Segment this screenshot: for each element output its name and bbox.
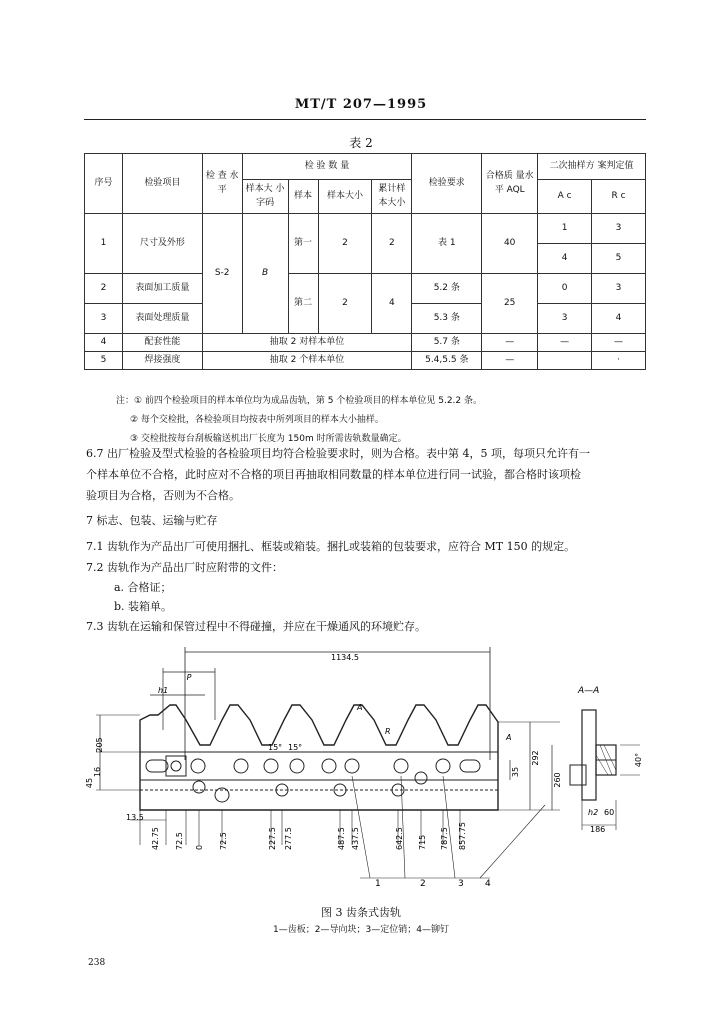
row1-ac2: 4 [538,244,592,274]
table-note-1: 注：① 前四个检验项目的样本单位均为成品齿轨，第 5 个检验项目的样本单位见 5.2.2 条。 [116,396,483,406]
dim-45: 45 [85,777,94,789]
bottom-dim: 72.5 [219,832,228,850]
dim-13-5: 13.5 [126,813,144,822]
dim-16: 16 [93,766,102,778]
row2-item: 表面加工质量 [122,274,202,304]
dim-pitch: P [186,673,192,682]
th-plan: 二次抽样方 案判定值 [538,154,646,180]
sample-second: 第二 [288,274,318,334]
cum-second: 4 [372,274,412,334]
row3-req: 5.3 条 [412,304,482,334]
row4-merged: 抽取 2 对样本单位 [202,334,412,352]
row4-item: 配套性能 [122,334,202,352]
row4-req: 5.7 条 [412,334,482,352]
th-size: 样本大小 [318,180,372,214]
dim-260: 260 [553,772,562,788]
sec-h2: h2 [588,808,599,817]
bottom-dim: 42.75 [151,827,160,850]
para-7-2: 7.2 齿轨作为产品出厂时应附带的文件： [86,561,283,574]
sec-60: 60 [604,808,615,817]
row2-req: 5.2 条 [412,274,482,304]
th-code-letter: 样本大 小字码 [242,180,288,214]
bottom-dim: 437.5 [351,827,360,850]
table-note-2: ② 每个交检批，各检验项目均按表中所列项目的样本大小抽样。 [130,415,384,425]
aql-rows-2-3: 25 [482,274,538,334]
sec-40: 40° [634,752,643,768]
section-7-title: 7 标志、包装、运输与贮存 [86,514,218,527]
callout-1: 1 [375,879,381,889]
section-marker: A [357,703,363,712]
angle-left: 15° [268,743,283,752]
section-title: A—A [578,686,600,696]
row1-seq: 1 [85,214,123,274]
angle-right: 15° [288,743,303,752]
bottom-dim: 715 [418,834,427,850]
bottom-dim: 0 [195,844,204,850]
item-a: a. 合格证； [114,581,172,594]
table-caption: 表 2 [349,136,373,150]
shared-level: S-2 [202,214,242,334]
row5-aql: — [482,352,538,370]
row1-item: 尺寸及外形 [122,214,202,274]
row1-re1: 3 [592,214,646,244]
cum-first: 2 [372,214,412,274]
sec-186: 186 [590,825,606,834]
row4-aql: — [482,334,538,352]
th-level: 检 查 水 平 [202,154,242,214]
row5-merged: 抽取 2 个样本单位 [202,352,412,370]
th-seq: 序号 [85,154,123,214]
th-sample: 样本 [288,180,318,214]
th-item: 检验项目 [122,154,202,214]
th-re: R c [592,180,646,214]
row4-ac: — [538,334,592,352]
page-header-code: MT/T 207—1995 [294,97,428,112]
row2-ac: 0 [538,274,592,304]
shared-code-letter: B [242,214,288,334]
dim-h1: h1 [158,686,169,695]
radius-label: R [385,727,391,736]
row3-item: 表面处理质量 [122,304,202,334]
page-number: 238 [88,958,106,968]
para-7-3: 7.3 齿轨在运输和保管过程中不得碰撞，并应在干燥通风的环境贮存。 [86,620,426,633]
item-b: b. 装箱单。 [114,600,173,613]
th-req: 检验要求 [412,154,482,214]
sample-first: 第一 [288,214,318,274]
dim-overall: 1134.5 [331,653,359,662]
row5-re: · [592,352,646,370]
figure-legend: 1—齿板；2—导向块；3—定位销；4—铆钉 [273,925,449,935]
table-note-3: ③ 交检批按每台刮板输送机出厂长度为 150m 时所需齿轨数量确定。 [130,434,407,444]
bottom-dim: 277.5 [284,827,293,850]
para-7-1: 7.1 齿轨作为产品出厂可使用捆扎、框装或箱装。捆扎或装箱的包装要求，应符合 MT 150 的规定。 [86,540,576,553]
th-cum: 累计样 本大小 [372,180,412,214]
dim-292: 292 [531,750,540,766]
row1-req: 表 1 [412,214,482,274]
bottom-dim: 857.75 [458,822,467,850]
row1-ac1: 1 [538,214,592,244]
row3-seq: 3 [85,304,123,334]
dim-35: 35 [511,766,520,778]
row5-req: 5.4,5.5 条 [412,352,482,370]
callout-2: 2 [420,879,426,889]
bottom-dim: 72.5 [175,832,184,850]
para-6-7-line1: 6.7 出厂检验及型式检验的各检验项目均符合检验要求时，则为合格。表中第 4，5 项，每项只允许有一 [86,447,590,460]
row4-re: — [592,334,646,352]
bottom-dim: 642.5 [395,827,404,850]
row1-aql: 40 [482,214,538,274]
row3-re: 4 [592,304,646,334]
figure-caption: 图 3 齿条式齿轨 [321,906,401,919]
dim-205: 205 [95,737,104,753]
row2-re: 3 [592,274,646,304]
bottom-dim: 787.5 [440,827,449,850]
bottom-dimensions [151,822,467,850]
th-qty: 检 验 数 量 [242,154,412,180]
para-6-7-line3: 验项目为合格，否则为不合格。 [86,489,240,502]
th-aql: 合格质 量水平 AQL [482,154,538,214]
row2-seq: 2 [85,274,123,304]
row5-item: 焊接强度 [122,352,202,370]
size-second: 2 [318,274,372,334]
para-6-7-line2: 个样本单位不合格，此时应对不合格的项目再抽取相同数量的样本单位进行同一试验，都合格时该项检 [86,468,581,481]
row4-seq: 4 [85,334,123,352]
row5-seq: 5 [85,352,123,370]
dim-a: A [506,733,512,742]
bottom-dim: 487.5 [337,827,346,850]
size-first: 2 [318,214,372,274]
callout-3: 3 [458,879,464,889]
th-ac: A c [538,180,592,214]
callout-4: 4 [485,879,491,889]
bottom-dim: 227.5 [268,827,277,850]
row1-re2: 5 [592,244,646,274]
row3-ac: 3 [538,304,592,334]
